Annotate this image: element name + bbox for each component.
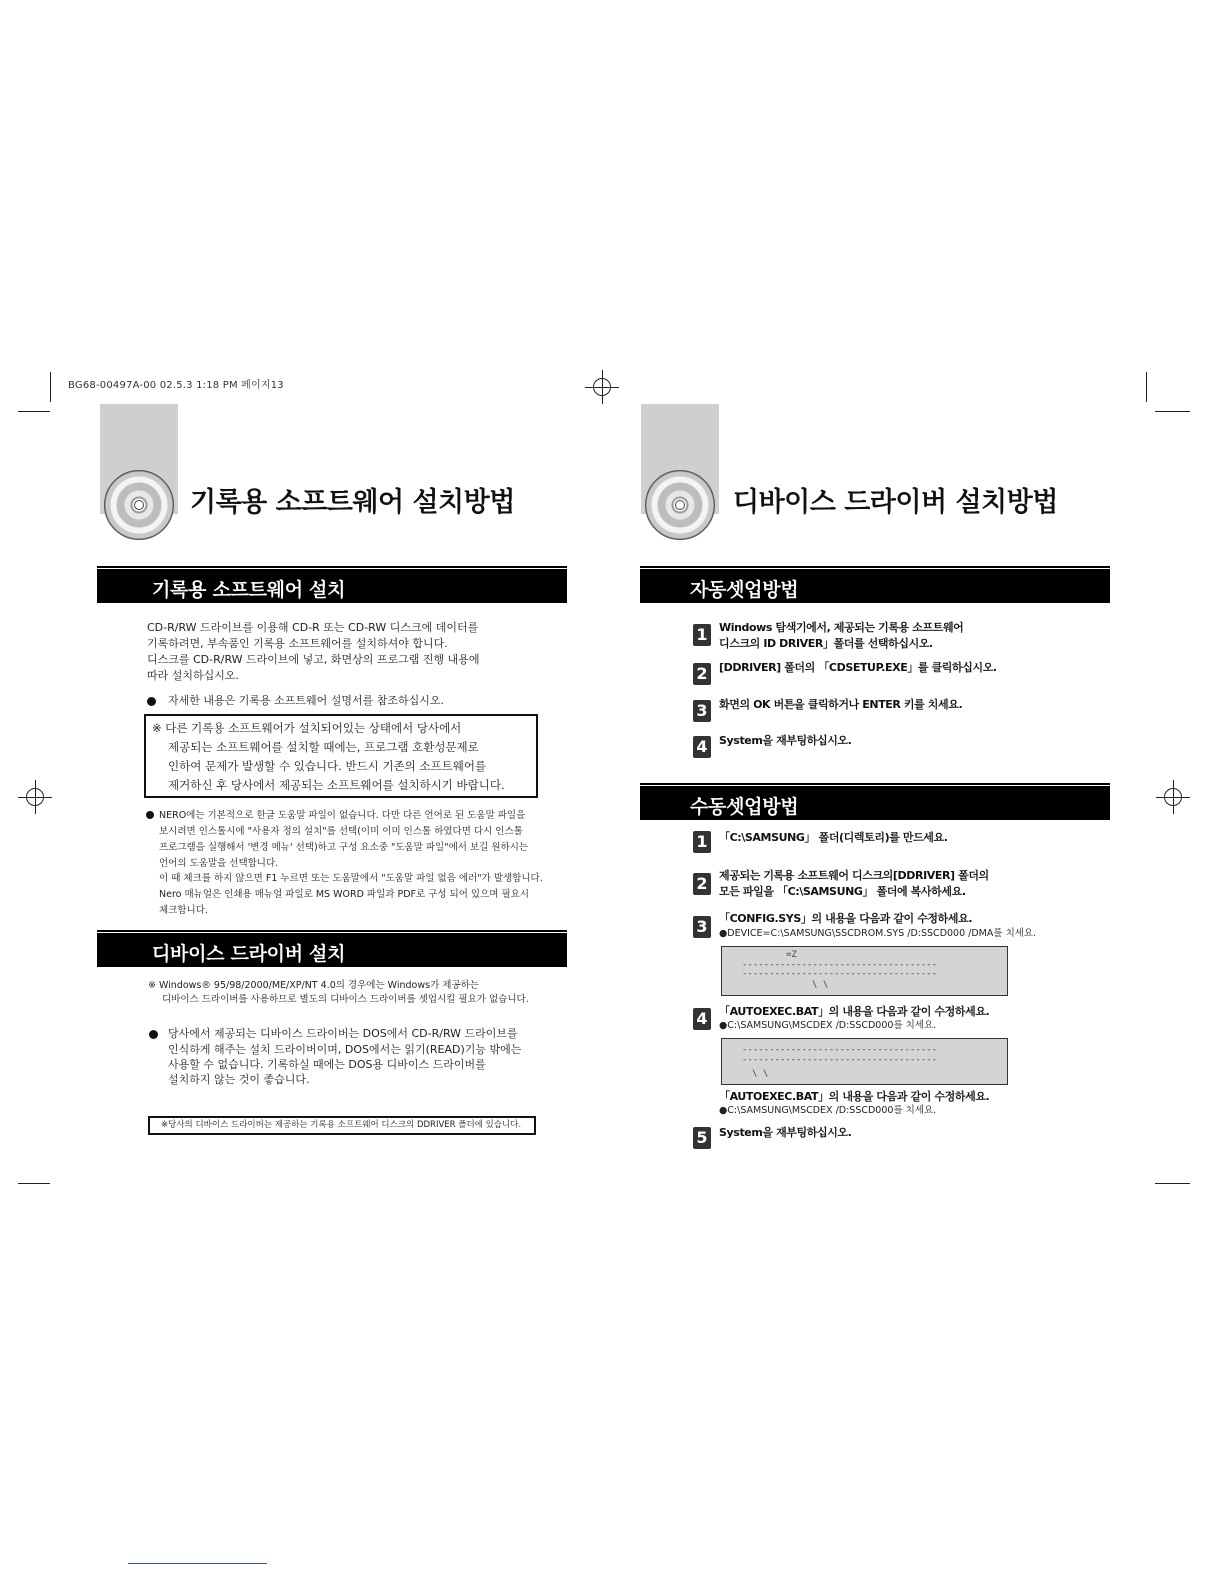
nero-line: 언어의 도움말을 선택합니다.	[159, 858, 279, 869]
code-line: =Z	[786, 950, 797, 960]
step-number: 3	[693, 916, 711, 938]
autoexec-bat-box	[721, 1038, 1008, 1085]
step-number: 2	[693, 873, 711, 895]
step-text: 디스크의 ID DRIVER」폴더를 선택하십시오.	[719, 637, 933, 650]
section-heading-bar	[97, 569, 567, 603]
windows-note: ※ Windows® 95/98/2000/ME/XP/NT 4.0의 경우에는 Windows가 제공하는	[148, 980, 479, 991]
step-text: System을 재부팅하십시오.	[719, 1126, 852, 1139]
intro-line: CD-R/RW 드라이브를 이용해 CD-R 또는 CD-RW 디스크에 데이터를	[147, 621, 479, 634]
step-text: System을 재부팅하십시오.	[719, 734, 852, 747]
code-line: ------------------------------------	[742, 1045, 938, 1055]
bullet-icon	[146, 811, 154, 819]
bullet-text: 자세한 내용은 기록용 소프트웨어 설명서를 참조하십시오.	[168, 694, 445, 707]
warning-line: 제거하신 후 당사에서 제공되는 소프트웨어를 설치하시기 바랍니다.	[168, 778, 505, 792]
step-text: 화면의 OK 버튼을 클릭하거나 ENTER 키를 치세요.	[719, 698, 963, 711]
step-number: 5	[693, 1127, 711, 1149]
code-line: ------------------------------------	[742, 1055, 938, 1065]
cd-hole-icon	[675, 500, 685, 510]
page-title: 기록용 소프트웨어 설치방법	[190, 487, 515, 518]
intro-line: 따라 설치하십시오.	[147, 669, 240, 682]
section-heading: 수동셋업방법	[690, 796, 799, 818]
step-number: 4	[693, 1008, 711, 1030]
nero-line: 이 때 체크를 하지 않으면 F1 누르면 또는 도움말에서 "도움말 파일 없음 에러"가 발생합니다.	[159, 873, 543, 884]
step-text: 모든 파일을 「C:\SAMSUNG」 폴더에 복사하세요.	[719, 885, 966, 898]
step-text: 「AUTOEXEC.BAT」의 내용을 다음과 같이 수정하세요.	[719, 1005, 990, 1018]
page-title: 디바이스 드라이버 설치방법	[733, 487, 1058, 518]
step-number: 2	[693, 663, 711, 685]
nero-line: 보시려면 인스톨시에 "사용자 정의 설치"를 선택(이미 이미 인스톨 하였다면 다시 인스톨	[159, 826, 523, 837]
step-text: 「C:\SAMSUNG」 폴더(디렉토리)를 만드세요.	[719, 831, 948, 844]
windows-note: 디바이스 드라이버를 사용하므로 별도의 디바이스 드라이버를 셋업시킬 필요가 없습니다.	[162, 994, 529, 1005]
warning-line: ※ 다른 기록용 소프트웨어가 설치되어있는 상태에서 당사에서	[152, 721, 462, 735]
ddriver-note-box	[148, 1116, 536, 1135]
step-text: Windows 탐색기에서, 제공되는 기록용 소프트웨어	[719, 621, 964, 634]
warning-line: 제공되는 소프트웨어를 설치할 때에는, 프로그램 호환성문제로	[168, 740, 479, 754]
step-text: 「AUTOEXEC.BAT」의 내용을 다음과 같이 수정하세요.	[719, 1090, 990, 1103]
section-heading: 디바이스 드라이버 설치	[152, 943, 346, 965]
config-sys-box	[721, 946, 1008, 996]
code-line: \ \	[812, 980, 829, 990]
crop-mark	[1155, 1183, 1190, 1184]
registration-mark	[585, 370, 619, 404]
crop-mark	[18, 411, 50, 412]
section-heading: 자동셋업방법	[690, 579, 799, 601]
bullet-icon	[149, 1030, 158, 1039]
bullet-icon	[147, 697, 156, 706]
crop-mark	[1146, 372, 1147, 402]
registration-mark	[1156, 780, 1190, 814]
section-heading-bar	[640, 786, 1110, 820]
section-heading: 기록용 소프트웨어 설치	[152, 579, 346, 601]
step-instruction: ●DEVICE=C:\SAMSUNG\SSCDROM.SYS /D:SSCD000 /DMA를 치세요.	[719, 928, 1037, 939]
dos-line: 인식하게 해주는 설치 드라이버이며, DOS에서는 읽기(READ)기능 밖에는	[168, 1043, 522, 1056]
ddriver-note: ※당사의 디바이스 드라이버는 제공하는 기록용 소프트웨어 디스크의 DDRIVER 폴더에 있습니다.	[161, 1120, 522, 1130]
crop-mark	[1155, 411, 1190, 412]
step-number: 3	[693, 700, 711, 722]
dos-line: 사용할 수 없습니다. 기록하실 때에는 DOS용 디바이스 드라이버를	[168, 1058, 486, 1071]
nero-line: Nero 매뉴얼은 인쇄용 매뉴얼 파일로 MS WORD 파일과 PDF로 구성 되어 있으며 필요시	[159, 889, 529, 900]
crop-mark	[18, 1183, 50, 1184]
bottom-link-underline	[128, 1563, 267, 1564]
code-line: ------------------------------------	[742, 960, 938, 970]
section-heading-bar	[97, 933, 567, 967]
section-heading-bar	[640, 569, 1110, 603]
crop-mark	[50, 372, 51, 402]
step-number: 4	[693, 736, 711, 758]
intro-line: 기록하려면, 부속품인 기록용 소프트웨어를 설치하셔야 합니다.	[147, 637, 448, 650]
warning-box	[144, 714, 538, 798]
registration-mark	[18, 780, 52, 814]
step-instruction: ●C:\SAMSUNG\MSCDEX /D:SSCD000를 치세요.	[719, 1105, 937, 1116]
nero-line: NERO에는 기본적으로 한글 도움말 파일이 없습니다. 다만 다른 언어로 된 도움말 파일을	[159, 810, 526, 821]
step-text: [DDRIVER] 폴더의 「CDSETUP.EXE」를 클릭하십시오.	[719, 661, 997, 674]
code-line: ------------------------------------	[742, 969, 938, 979]
nero-line: 프로그램을 실행해서 '변경 메뉴' 선택)하고 구성 요소중 "도움말 파일"에서 보길 원하시는	[159, 842, 529, 853]
step-text: 제공되는 기록용 소프트웨어 디스크의[DDRIVER] 폴더의	[719, 869, 989, 882]
step-text: 「CONFIG.SYS」의 내용을 다음과 같이 수정하세요.	[719, 912, 973, 925]
code-line: \ \	[752, 1069, 769, 1079]
step-number: 1	[693, 831, 711, 853]
step-number: 1	[693, 624, 711, 646]
step-instruction: ●C:\SAMSUNG\MSCDEX /D:SSCD000를 치세요.	[719, 1020, 937, 1031]
cd-hole-icon	[134, 500, 144, 510]
dos-line: 당사에서 제공되는 디바이스 드라이버는 DOS에서 CD-R/RW 드라이브를	[168, 1027, 518, 1040]
warning-line: 인하여 문제가 발생할 수 있습니다. 반드시 기존의 소프트웨어를	[168, 759, 487, 773]
nero-line: 체크합니다.	[159, 905, 208, 916]
intro-line: 디스크를 CD-R/RW 드라이브에 넣고, 화면상의 프로그램 진행 내용에	[147, 653, 480, 666]
dos-line: 설치하지 않는 것이 좋습니다.	[168, 1073, 310, 1086]
print-header: BG68-00497A-00 02.5.3 1:18 PM 페이지13	[68, 380, 284, 391]
